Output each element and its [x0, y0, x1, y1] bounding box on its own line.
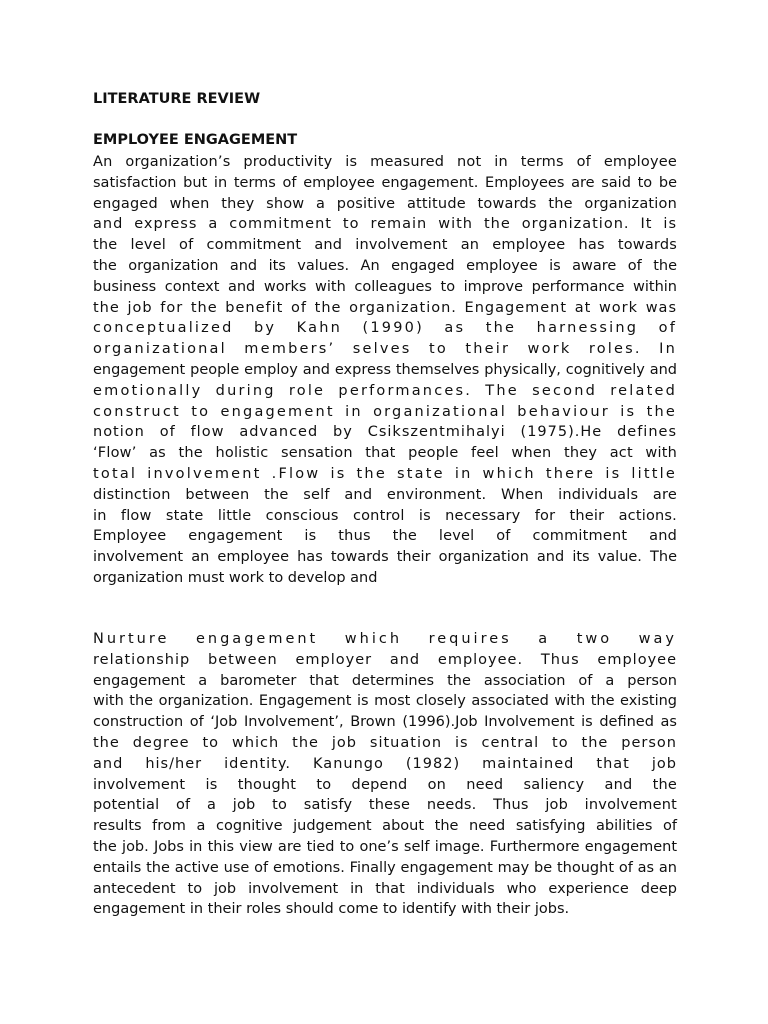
text-line: conceptualized by Kahn (1990) as the harnessing of: [93, 320, 677, 337]
page-title: LITERATURE REVIEW: [93, 91, 261, 107]
text-line: engaged when they show a positive attitude towards the organization: [93, 195, 677, 212]
text-line: involvement is thought to depend on need saliency and the: [93, 776, 677, 793]
text-line: business context and works with colleagues to improve performance within: [93, 278, 677, 295]
section-heading: EMPLOYEE ENGAGEMENT: [93, 132, 298, 148]
text-line: the organization and its values. An engaged employee is aware of the: [93, 257, 677, 274]
text-line: involvement an employee has towards their organization and its value. The: [93, 549, 677, 566]
text-line: potential of a job to satisfy these needs. Thus job involvement: [93, 797, 677, 814]
text-line: An organization’s productivity is measured not in terms of employee: [93, 154, 677, 170]
text-line: Employee engagement is thus the level of commitment and: [93, 528, 677, 545]
text-line: organization must work to develop and: [93, 569, 378, 586]
text-line: satisfaction but in terms of employee engagement. Employees are said to be: [93, 174, 677, 191]
text-line: construct to engagement in organizational behaviour is the: [93, 403, 677, 420]
text-line: with the organization. Engagement is most closely associated with the existing: [93, 693, 677, 710]
text-line: ‘Flow’ as the holistic sensation that people feel when they act with: [93, 445, 677, 462]
text-line: engagement a barometer that determines the association of a person: [93, 672, 677, 689]
text-line: notion of flow advanced by Csikszentmihalyi (1975).He defines: [93, 424, 677, 441]
text-line: the job for the benefit of the organization. Engagement at work was: [93, 299, 677, 316]
text-line: distinction between the self and environment. When individuals are: [93, 486, 677, 503]
text-line: the degree to which the job situation is central to the person: [93, 734, 677, 751]
paragraph-1: [93, 152, 677, 589]
text-line: antecedent to job involvement in that individuals who experience deep: [93, 880, 677, 897]
text-line: engagement in their roles should come to identify with their jobs.: [93, 901, 570, 918]
text-line: and express a commitment to remain with the organization. It is: [93, 216, 677, 233]
text-line: the job. Jobs in this view are tied to one’s self image. Furthermore engagement: [93, 838, 677, 855]
text-line: relationship between employer and employee. Thus employee: [93, 651, 677, 668]
text-line: and his/her identity. Kanungo (1982) maintained that job: [93, 755, 677, 772]
text-line: emotionally during role performances. The second related: [93, 382, 677, 399]
text-line: construction of ‘Job Involvement’, Brown (1996).Job Involvement is defined as: [93, 714, 677, 731]
text-line: engagement people employ and express themselves physically, cognitively and: [93, 361, 677, 378]
text-line: entails the active use of emotions. Finally engagement may be thought of as an: [93, 859, 677, 876]
text-line: in flow state little conscious control is necessary for their actions.: [93, 507, 677, 524]
text-line: organizational members’ selves to their work roles. In: [93, 341, 677, 358]
text-line: results from a cognitive judgement about the need satisfying abilities of: [93, 818, 677, 835]
text-line: the level of commitment and involvement an employee has towards: [93, 237, 677, 254]
text-line: Nurture engagement which requires a two way: [93, 631, 677, 647]
text-line: total involvement .Flow is the state in which there is little: [93, 465, 677, 482]
paragraph-2: [93, 629, 677, 920]
